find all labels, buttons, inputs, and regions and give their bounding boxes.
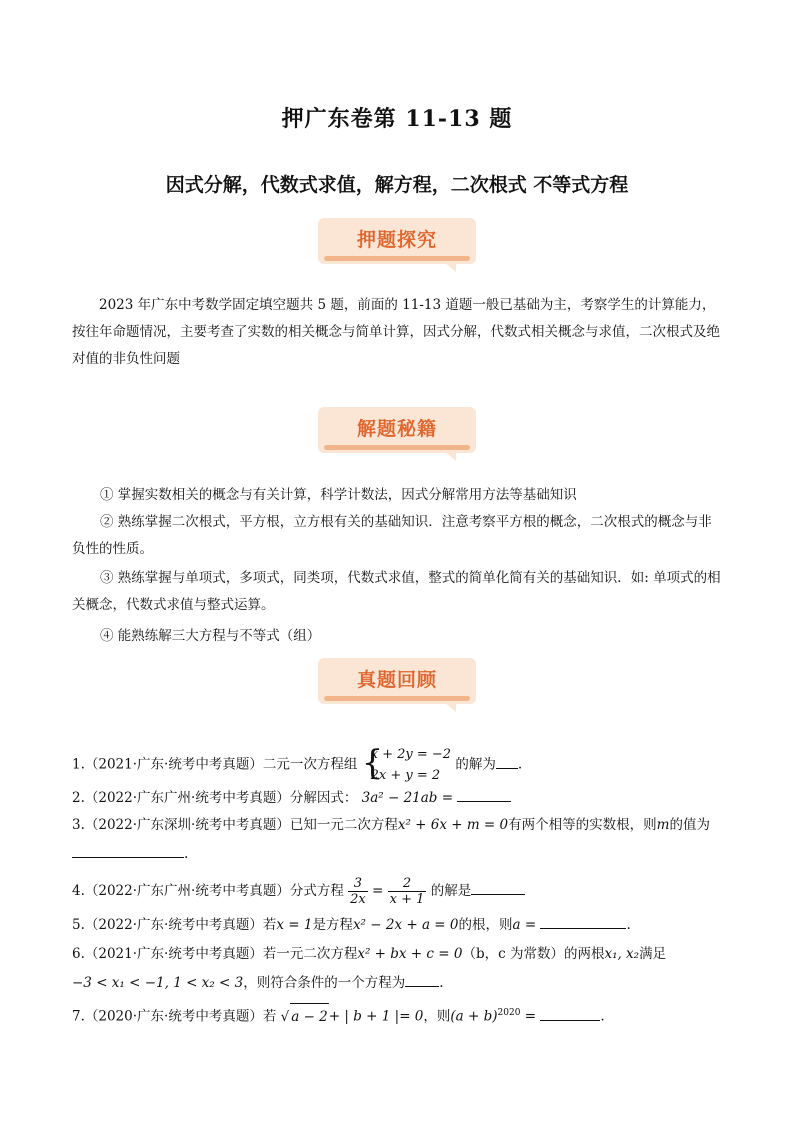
answer-blank[interactable] [496,754,518,769]
denominator: 2x [350,892,366,907]
fraction [348,876,368,907]
radicand: a − 2 [290,1003,329,1031]
problem-text: 的解为 [455,756,496,773]
problem-text: 6.（2021·广东·统考中考真题）若一元二次方程 [72,946,358,962]
answer-blank[interactable] [540,1006,600,1021]
equation-system [362,744,451,786]
math-expression: x₁, x₂ [604,946,640,962]
tip-item: ① 掌握实数相关的概念与有关计算，科学计数法，因式分解常用方法等基础知识 [100,487,577,503]
answer-blank[interactable] [457,787,511,802]
problem-4 [72,876,732,907]
problem-text: 有两个相等的实数根，则 [508,817,657,833]
problem-1 [72,744,732,786]
numerator: 3 [348,876,368,892]
equals-sign: = [372,883,384,899]
banner-label: 押题探究 [356,229,437,251]
denominator: x + 1 [389,892,425,907]
problem-text: 7.（2020·广东·统考中考真题）若 [72,1008,277,1025]
page-subtitle: 因式分解，代数式求值，解方程，二次根式 不等式方程 [165,174,629,196]
math-expression: x² + bx + c = 0 [357,946,463,962]
banner-label: 真题回顾 [356,669,437,691]
equation: x + 2y = −2 [370,747,452,762]
fraction [388,876,427,907]
equation: 2x + y = 2 [370,768,441,783]
problem-text: . [600,1008,605,1025]
problem-text: 2.（2022·广东广州·统考中考真题）分解因式： [72,790,358,806]
answer-blank[interactable] [540,914,626,929]
problem-text: . [517,756,523,773]
answer-blank[interactable] [72,843,184,858]
tip-item: ③ 熟练掌握与单项式，多项式，同类项，代数式求值，整式的简单化简有关的基础知识．如: 单项式的相关概念，代数式求值与整式运算。 [72,570,721,613]
tip-item: ④ 能熟练解三大方程与不等式（组） [100,628,321,644]
tip-item: ② 熟练掌握二次根式，平方根，立方根有关的基础知识．注意考察平方根的概念，二次根式的概念与非负性的性质。 [72,514,712,557]
intro-paragraph: 2023 年广东中考数学固定填空题共 5 题，前面的 11-13 道题一般已基础为主，考察学生的计算能力，按往年命题情况，主要考查了实数的相关概念与简单计算，因式分解，代数式相关概念与求值，二次根式及绝对值的非负性问题 [72,297,720,367]
math-variable: m [656,817,670,833]
answer-blank[interactable] [471,880,525,895]
math-expression: x² − 2x + a = 0 [352,917,459,933]
banner-tips [318,407,476,453]
page-title: 押广东卷第 11-13 题 [281,106,513,132]
problem-text: 的根，则 [458,917,513,933]
problem-text: 1.（2021·广东·统考中考真题）二元一次方程组 [72,756,358,773]
equals-sign: = [524,1008,537,1025]
math-expression: (a + b) [450,1008,498,1025]
math-expression: + | b + 1 |= 0 [328,1008,424,1025]
problem-text: 的解是 [430,883,472,899]
answer-blank[interactable] [405,972,439,987]
problem-6-continued [72,970,732,997]
problem-text: 的值为 [669,817,710,833]
problem-2 [72,785,732,812]
math-expression: 3a² − 21ab = [361,790,454,806]
problem-text: ，则 [423,1008,451,1025]
problem-6 [72,941,732,968]
math-expression: x = 1 [276,917,313,933]
math-expression: x² + 6x + m = 0 [397,817,509,833]
math-expression: −3 < x₁ < −1, 1 < x₂ < 3 [72,975,244,991]
problem-7 [72,1000,732,1031]
problem-text: . [184,846,189,862]
banner-past-papers [318,658,476,704]
problem-3 [72,812,732,839]
brace-icon: { [361,743,384,783]
problem-3-answer-line [72,841,732,868]
problem-text: . [439,975,444,991]
problem-5 [72,912,732,939]
problem-text: 4.（2022·广东广州·统考中考真题）分式方程 [72,883,344,899]
sqrt-expression: √ a − 2 [281,1009,329,1025]
banner-exploration [318,218,476,264]
problem-text: 3.（2022·广东深圳·统考中考真题）已知一元二次方程 [72,817,398,833]
problem-text: 5.（2022·广东·统考中考真题）若 [72,917,277,933]
problem-text: （b，c 为常数）的两根 [462,946,605,962]
problem-text: 是方程 [312,917,353,933]
problem-text: 满足 [639,946,667,962]
exponent: 2020 [497,1008,521,1018]
problem-text: ，则符合条件的一个方程为 [243,975,406,991]
math-expression: a = [512,917,537,933]
problem-text: . [626,917,631,933]
numerator: 2 [388,876,427,892]
banner-label: 解题秘籍 [356,418,437,440]
